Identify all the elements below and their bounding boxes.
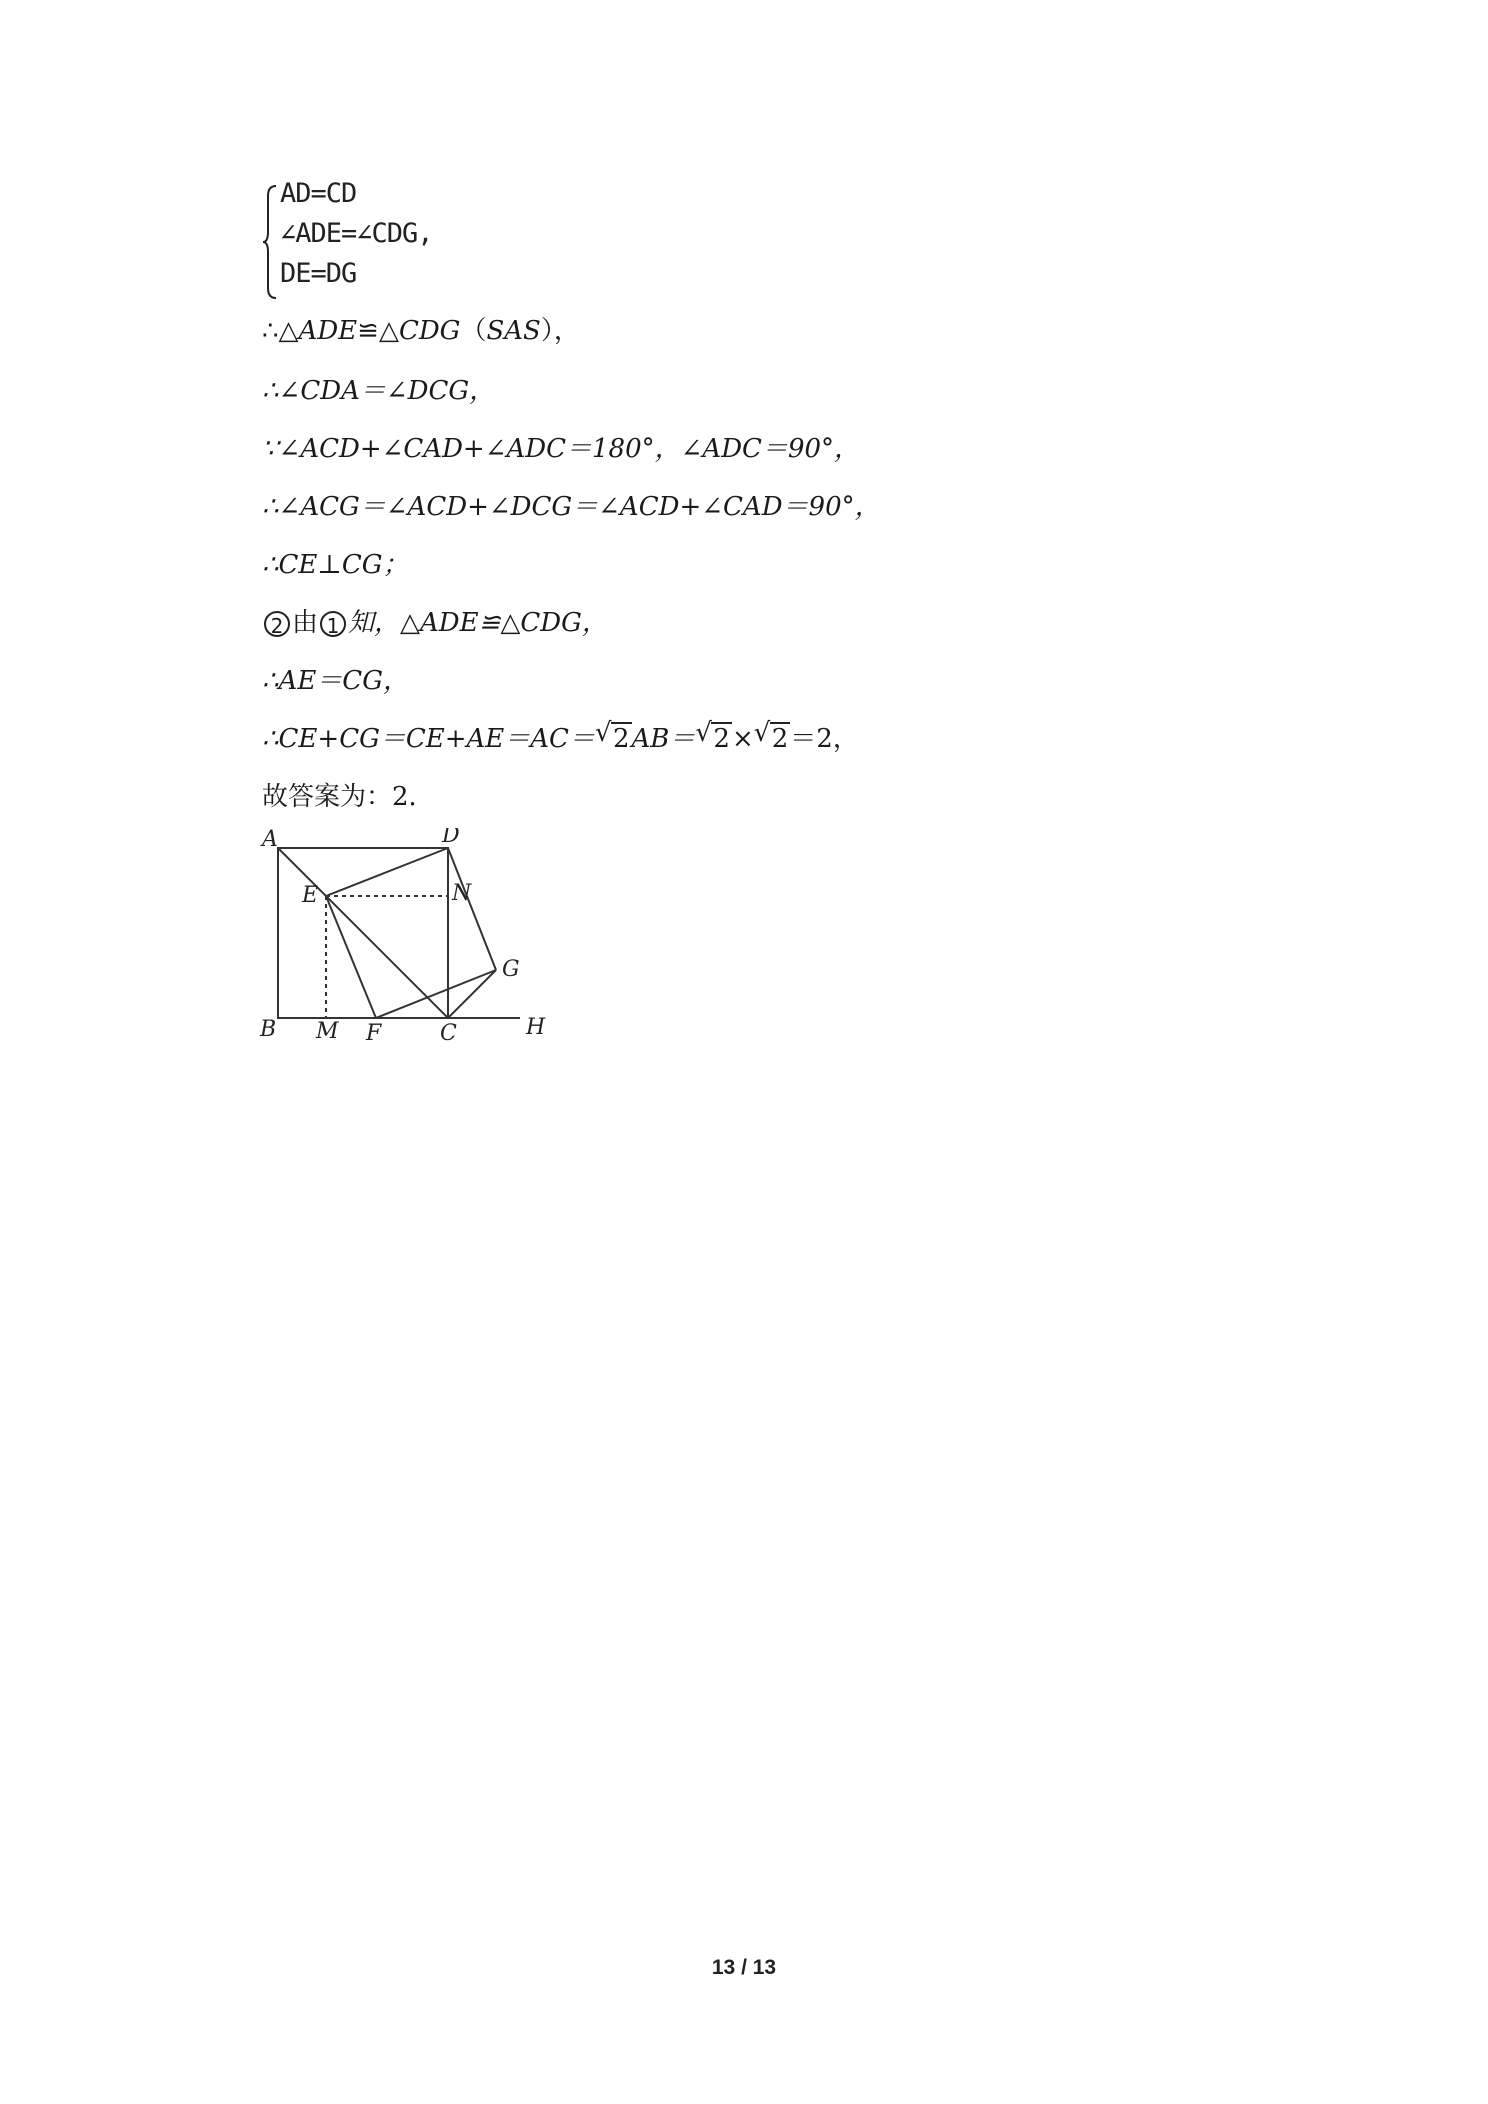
triangle-cdg: CDG [398,316,461,346]
times-symbol: × [731,724,754,754]
circled-1-icon: 1 [320,611,346,637]
step-part-2 [262,602,608,639]
step-6-rest: 知，△ADE≌△CDG， [348,608,608,638]
therefore-triangle: ∴△ [262,316,299,346]
label-h: H [526,1015,546,1040]
answer-text: 故答案为：2． [262,782,435,812]
label-c: C [440,1021,457,1046]
label-f: F [366,1021,382,1046]
label-a: A [262,828,278,852]
left-brace-icon [262,184,278,300]
sqrt-1 [594,718,632,754]
step-8-b: AB＝ [631,724,696,754]
equation-system [262,178,562,302]
page-number: 13 / 13 [711,1956,777,1979]
geometry-figure [258,828,558,1062]
step-3-text: ∵∠ACD+∠CAD+∠ADC＝180°，∠ADC＝90°， [262,434,861,464]
circled-2-icon: 2 [264,611,290,637]
congruent-symbol: ≌△ [357,316,399,346]
step-sum [262,718,859,755]
system-line-2: ∠ADE=∠CDG, [280,218,433,249]
segment-ef [326,896,376,1018]
radical-icon: √ [753,718,771,748]
step-ae-cg [262,660,409,697]
paren-close: ）， [540,316,580,346]
step-7-text: ∴AE＝CG， [262,666,409,696]
radical-icon: √ [594,718,612,748]
step-8-a: ∴CE+CG＝CE+AE＝AC＝ [262,724,595,754]
step-6-you: 由 [292,608,319,638]
triangle-ade: ADE [298,316,358,346]
step-angle-equal [262,370,495,407]
sqrt-1-value: 2 [612,724,630,754]
label-d: D [442,828,460,848]
square-diagram [258,828,558,1058]
sqrt-2-value: 2 [713,724,730,754]
step-8-c: ＝2， [790,724,859,754]
answer-line [262,776,435,813]
step-4-text: ∴∠ACG＝∠ACD+∠DCG＝∠ACD+∠CAD＝90°， [262,492,881,522]
sqrt-3 [753,718,791,754]
label-b: B [260,1017,277,1042]
label-e: E [302,883,319,908]
step-5-text: ∴CE⊥CG； [262,550,409,580]
sqrt-2 [695,718,732,754]
segment-cg [448,970,496,1018]
system-line-1: AD=CD [280,178,357,209]
diagonal-ac [278,848,448,1018]
step-angle-acg [262,486,881,523]
paren-open: （ [460,316,487,346]
label-m: M [316,1019,339,1044]
segment-gf [376,970,496,1018]
sas-label: SAS [486,316,541,346]
system-line-3: DE=DG [280,258,357,289]
step-perpendicular [262,544,409,581]
segment-ed [326,848,448,896]
segment-dg [448,848,496,970]
step-congruence [262,310,580,347]
step-2-text: ∴∠CDA＝∠DCG， [262,376,496,406]
sqrt-3-value: 2 [771,724,789,754]
label-g: G [502,957,520,982]
radical-icon: √ [695,718,712,748]
label-n: N [452,881,472,906]
step-angle-sum [262,428,860,465]
